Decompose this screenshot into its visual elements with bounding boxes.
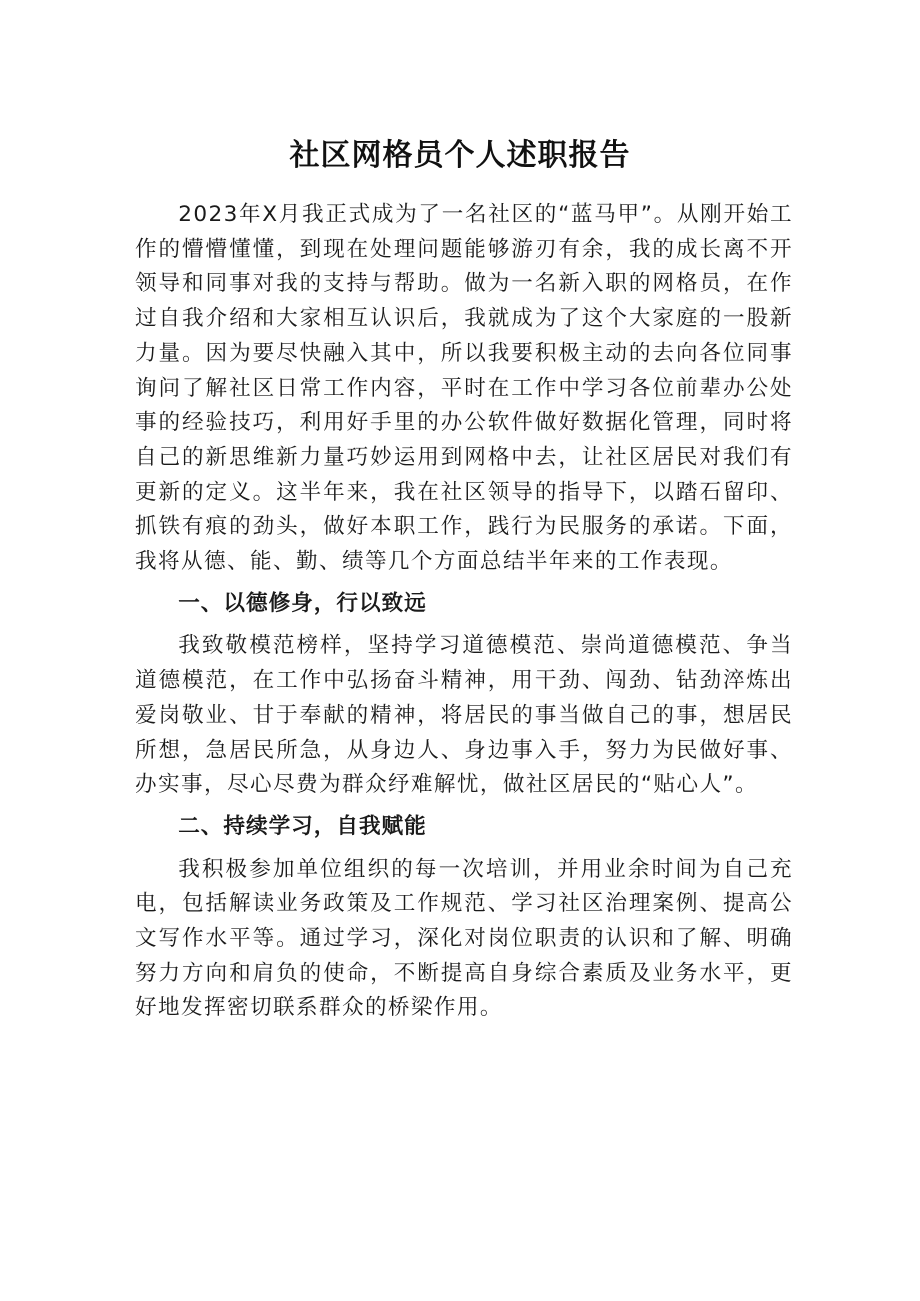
section-2-heading: 二、持续学习，自我赋能 <box>178 813 427 839</box>
section-1-paragraph: 我致敬模范榜样，坚持学习道德模范、崇尚道德模范、争当道德模范，在工作中弘扬奋斗精神，用干劲、闯劲、钻劲淬炼出爱岗敬业、甘于奉献的精神，将居民的事当做自己的事，想居民所想，急居民所急，从身边人、身边事入手，努力为民做好事、办实事，尽心尽费为群众纾难解忧，做社区居民的“贴心人”。 <box>135 633 793 798</box>
section-2-paragraph: 我积极参加单位组织的每一次培训，并用业余时间为自己充电，包括解读业务政策及工作规范、学习社区治理案例、提高公文写作水平等。通过学习，深化对岗位职责的认识和了解、明确努力方向和肩负的使命，不断提高自身综合素质及业务水平，更好地发挥密切联系群众的桥梁作用。 <box>135 856 793 1021</box>
intro-paragraph: 2023年X月我正式成为了一名社区的“蓝马甲”。从刚开始工作的懵懵懂懂，到现在处理问题能够游刃有余，我的成长离不开领导和同事对我的支持与帮助。做为一名新入职的网格员，在作过自我介绍和大家相互认识后，我就成为了这个大家庭的一股新力量。因为要尽快融入其中，所以我要积极主动的去向各位同事询问了解社区日常工作内容，平时在工作中学习各位前辈办公处事的经验技巧，利用好手里的办公软件做好数据化管理，同时将自己的新思维新力量巧妙运用到网格中去，让社区居民对我们有更新的定义。这半年来，我在社区领导的指导下，以踏石留印、抓铁有痕的劲头，做好本职工作，践行为民服务的承诺。下面，我将从德、能、勤、绩等几个方面总结半年来的工作表现。 <box>135 202 793 575</box>
document-body <box>135 198 793 1026</box>
document-title: 社区网格员个人述职报告 <box>289 138 631 173</box>
section-1-heading: 一、以德修身，行以致远 <box>178 590 427 616</box>
